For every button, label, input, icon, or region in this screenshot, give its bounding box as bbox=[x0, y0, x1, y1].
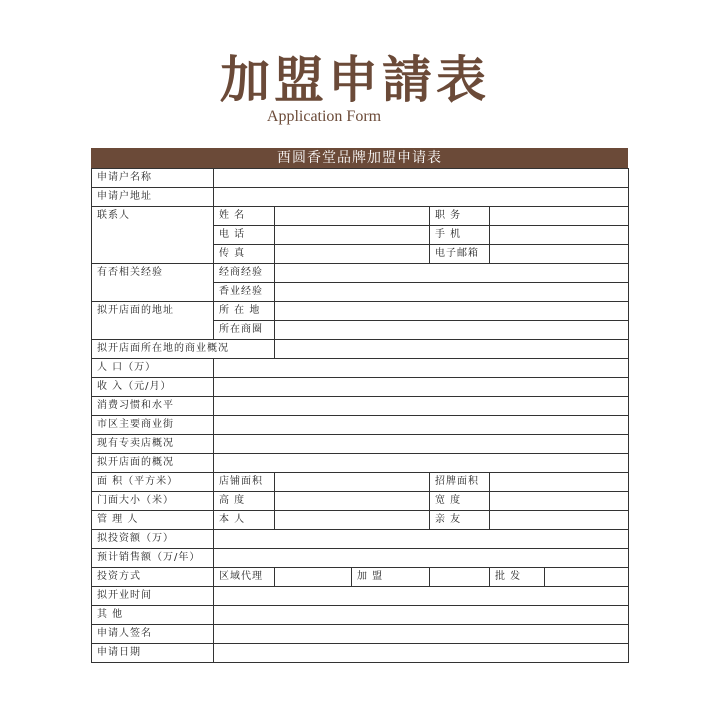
consumption-field[interactable] bbox=[214, 397, 629, 416]
table-row bbox=[92, 492, 629, 511]
relative-label: 亲 友 bbox=[430, 511, 490, 530]
table-row bbox=[92, 378, 629, 397]
incense-exp-field[interactable] bbox=[275, 283, 629, 302]
consumption-label: 消费习惯和水平 bbox=[92, 397, 214, 416]
applicant-name-field[interactable] bbox=[214, 169, 629, 188]
other-label: 其 他 bbox=[92, 606, 214, 625]
regional-agent-field[interactable] bbox=[275, 568, 352, 587]
table-row bbox=[92, 188, 629, 207]
wholesale-label: 批 发 bbox=[490, 568, 545, 587]
opening-time-label: 拟开业时间 bbox=[92, 587, 214, 606]
relative-field[interactable] bbox=[490, 511, 629, 530]
applicant-name-label: 申请户名称 bbox=[92, 169, 214, 188]
experience-label: 有否相关经验 bbox=[92, 264, 214, 302]
signature-field[interactable] bbox=[214, 625, 629, 644]
incense-exp-label: 香业经验 bbox=[214, 283, 275, 302]
sign-area-field[interactable] bbox=[490, 473, 629, 492]
regional-agent-label: 区域代理 bbox=[214, 568, 275, 587]
sales-label: 预计销售额（万/年） bbox=[92, 549, 214, 568]
table-row bbox=[92, 207, 629, 226]
form-title: 加盟申請表 bbox=[220, 51, 490, 109]
height-label: 高 度 bbox=[214, 492, 275, 511]
area-label: 面 积（平方米） bbox=[92, 473, 214, 492]
investment-label: 拟投资额（万） bbox=[92, 530, 214, 549]
store-area-label: 店铺面积 bbox=[214, 473, 275, 492]
signature-label: 申请人签名 bbox=[92, 625, 214, 644]
name-field[interactable] bbox=[275, 207, 430, 226]
business-exp-field[interactable] bbox=[275, 264, 629, 283]
existing-stores-label: 现有专卖店概况 bbox=[92, 435, 214, 454]
table-row bbox=[92, 397, 629, 416]
store-overview-label: 拟开店面的概况 bbox=[92, 454, 214, 473]
table-row bbox=[92, 606, 629, 625]
facade-label: 门面大小（米） bbox=[92, 492, 214, 511]
position-field[interactable] bbox=[490, 207, 629, 226]
table-row bbox=[92, 530, 629, 549]
table-title: 酉圆香堂品牌加盟申请表 bbox=[91, 148, 628, 168]
table-row bbox=[92, 416, 629, 435]
franchise-field[interactable] bbox=[430, 568, 490, 587]
store-overview-field[interactable] bbox=[214, 454, 629, 473]
phone-label: 电 话 bbox=[214, 226, 275, 245]
district-field[interactable] bbox=[275, 321, 629, 340]
table-row bbox=[92, 435, 629, 454]
manager-label: 管 理 人 bbox=[92, 511, 214, 530]
contact-label: 联系人 bbox=[92, 207, 214, 264]
date-field[interactable] bbox=[214, 644, 629, 663]
store-area-field[interactable] bbox=[275, 473, 430, 492]
application-table bbox=[91, 168, 629, 663]
form-subtitle: Application Form bbox=[266, 108, 382, 125]
table-row bbox=[92, 625, 629, 644]
main-street-label: 市区主要商业街 bbox=[92, 416, 214, 435]
wholesale-field[interactable] bbox=[545, 568, 629, 587]
sign-area-label: 招牌面积 bbox=[430, 473, 490, 492]
phone-field[interactable] bbox=[275, 226, 430, 245]
franchise-label: 加 盟 bbox=[352, 568, 430, 587]
income-label: 收 入（元/月） bbox=[92, 378, 214, 397]
email-label: 电子邮箱 bbox=[430, 245, 490, 264]
other-field[interactable] bbox=[214, 606, 629, 625]
applicant-address-label: 申请户地址 bbox=[92, 188, 214, 207]
self-label: 本 人 bbox=[214, 511, 275, 530]
table-row bbox=[92, 473, 629, 492]
population-field[interactable] bbox=[214, 359, 629, 378]
table-row bbox=[92, 587, 629, 606]
application-form bbox=[91, 148, 628, 663]
table-row bbox=[92, 644, 629, 663]
income-field[interactable] bbox=[214, 378, 629, 397]
fax-field[interactable] bbox=[275, 245, 430, 264]
height-field[interactable] bbox=[275, 492, 430, 511]
table-row bbox=[92, 359, 629, 378]
table-row bbox=[92, 549, 629, 568]
location-field[interactable] bbox=[275, 302, 629, 321]
table-row bbox=[92, 568, 629, 587]
name-label: 姓 名 bbox=[214, 207, 275, 226]
business-overview-field[interactable] bbox=[275, 340, 629, 359]
table-row bbox=[92, 511, 629, 530]
location-label: 所 在 地 bbox=[214, 302, 275, 321]
table-row bbox=[92, 454, 629, 473]
fax-label: 传 真 bbox=[214, 245, 275, 264]
sales-field[interactable] bbox=[214, 549, 629, 568]
population-label: 人 口（万） bbox=[92, 359, 214, 378]
mobile-field[interactable] bbox=[490, 226, 629, 245]
position-label: 职 务 bbox=[430, 207, 490, 226]
business-exp-label: 经商经验 bbox=[214, 264, 275, 283]
existing-stores-field[interactable] bbox=[214, 435, 629, 454]
table-row bbox=[92, 340, 629, 359]
invest-method-label: 投资方式 bbox=[92, 568, 214, 587]
width-field[interactable] bbox=[490, 492, 629, 511]
width-label: 宽 度 bbox=[430, 492, 490, 511]
investment-field[interactable] bbox=[214, 530, 629, 549]
business-overview-label: 拟开店面所在地的商业概况 bbox=[92, 340, 275, 359]
date-label: 申请日期 bbox=[92, 644, 214, 663]
opening-time-field[interactable] bbox=[214, 587, 629, 606]
store-address-label: 拟开店面的地址 bbox=[92, 302, 214, 340]
self-field[interactable] bbox=[275, 511, 430, 530]
main-street-field[interactable] bbox=[214, 416, 629, 435]
mobile-label: 手 机 bbox=[430, 226, 490, 245]
district-label: 所在商圈 bbox=[214, 321, 275, 340]
table-row bbox=[92, 264, 629, 283]
table-row bbox=[92, 169, 629, 188]
email-field[interactable] bbox=[490, 245, 629, 264]
applicant-address-field[interactable] bbox=[214, 188, 629, 207]
table-row bbox=[92, 302, 629, 321]
